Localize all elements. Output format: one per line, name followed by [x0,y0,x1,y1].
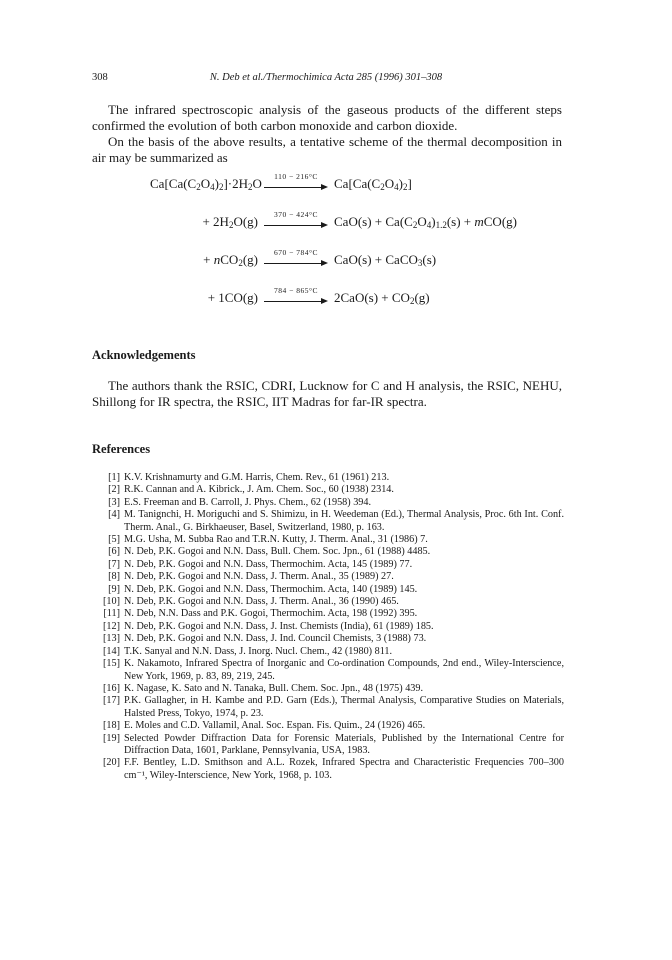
page-number: 308 [92,72,108,83]
reference-text: P.K. Gallagher, in H. Kambe and P.D. Garn (Eds.), Thermal Analysis, Comparative Studies on Materials, Halsted Press, Tokyo, 1974, p. 23. [124,695,564,719]
step-3-arrow [264,248,328,270]
reference-item [92,571,564,583]
acknowledgements-text: The authors thank the RSIC, CDRI, Lucknow for C and H analysis, the RSIC, NEHU, Shillong for IR spectra, the RSIC, IIT Madras for far-IR spectra. [92,378,562,409]
reference-text: N. Deb, P.K. Gogoi and N.N. Dass, J. Inst. Chemists (India), 61 (1989) 185. [124,620,434,632]
body-paragraph-1: The infrared spectroscopic analysis of the gaseous products of the different steps confirmed the evolution of both carbon monoxide and carbon dioxide. [92,102,562,133]
step-1-product: $Ca[Ca(C_2O_4)_2]$ [334,176,412,192]
reference-item [92,720,564,732]
scheme-step-2 [0,210,672,232]
reference-item [92,509,564,534]
running-title: N. Deb et al./Thermochimica Acta 285 (1996) 301–308 [209,72,443,83]
step-4-temperature: 784 − 865°C [274,286,318,295]
reference-text: F.F. Bentley, L.D. Smithson and A.L. Rozek, Infrared Spectra and Characteristic Frequencies 700–300 cm⁻¹, Wiley-Interscience, New York, 1968, p. 103. [124,757,564,781]
reference-number: [2] [108,484,120,496]
scheme-step-4 [0,286,672,308]
reference-item [92,608,564,620]
reference-item [92,633,564,645]
reference-number: [5] [108,534,120,546]
reference-text: M.G. Usha, M. Subba Rao and T.R.N. Kutty, J. Therm. Anal., 31 (1986) 7. [124,534,428,546]
reference-number: [13] [103,633,120,645]
reference-text: N. Deb, P.K. Gogoi and N.N. Dass, J. Ind. Council Chemists, 3 (1988) 73. [124,633,427,645]
reference-text: N. Deb, P.K. Gogoi and N.N. Dass, J. Therm. Anal., 35 (1989) 27. [124,571,394,583]
reference-item [92,546,564,558]
reference-text: Selected Powder Diffraction Data for Forensic Materials, Published by the International Centre for Diffraction Data, 1601, Parklane, Pennsylvania, USA, 1983. [124,732,564,756]
reference-item [92,646,564,658]
reference-number: [12] [103,620,120,632]
reference-number: [3] [108,496,120,508]
reference-item [92,534,564,546]
step-1-temperature: 110 − 216°C [274,172,318,181]
reference-item [92,757,564,782]
step-1-arrow [264,172,328,194]
step-3-product: CaO(s) + CaCO$_3$(s) [334,252,437,268]
reference-item [92,733,564,758]
reference-number: [18] [103,720,120,732]
reference-number: [16] [103,682,120,694]
step-2-temperature: 370 − 424°C [274,210,318,219]
reference-item [92,658,564,683]
reference-number: [9] [108,583,120,595]
reference-item [92,484,564,496]
reference-number: [4] [108,509,120,521]
step-2-product: $CaO(s) + Ca(C_2O_4)_{1.2}(s) + mCO(g)$ [334,214,517,230]
step-4-lhs: + 1CO(g) [207,290,258,305]
reference-item [92,497,564,509]
step-4-product: $2CaO(s) + CO_2(g)$ [334,290,430,306]
step-2-lhs: + $2H_2O(g)$ [202,214,258,230]
step-3-temperature: 670 − 784°C [274,248,318,257]
reference-number: [15] [103,658,120,670]
reference-item [92,695,564,720]
reference-number: [20] [103,757,120,769]
reference-item [92,596,564,608]
reference-text: M. Tanignchi, H. Moriguchi and S. Shimizu, in H. Weedeman (Ed.), Thermal Analysis, Proc. 6th Int. Conf. Therm. Anal., G. Birkhaeuser, Basel, Switzerland, 1980, p. 163. [124,509,564,533]
reference-text: N. Deb, P.K. Gogoi and N.N. Dass, J. Therm. Anal., 36 (1990) 465. [124,596,399,608]
reference-text: N. Deb, P.K. Gogoi and N.N. Dass, Thermochim. Acta, 140 (1989) 145. [124,583,418,595]
step-1-reactant: $Ca[Ca(C_2O_4)_2]\cdot 2H_2O$ [150,176,262,192]
reference-number: [7] [108,558,120,570]
step-2-arrow [264,210,328,232]
reference-number: [1] [108,472,120,483]
reference-item [92,559,564,571]
reference-number: [10] [103,596,120,608]
reference-text: R.K. Cannan and A. Kibrick., J. Am. Chem. Soc., 60 (1938) 2314. [124,484,394,496]
references-heading: References [92,442,151,456]
step-4-arrow [264,286,328,308]
reference-number: [6] [108,546,120,558]
reference-text: E.S. Freeman and B. Carroll, J. Phys. Chem., 62 (1958) 394. [124,496,372,508]
reference-number: [17] [103,695,120,707]
reference-item [92,584,564,596]
reference-item [92,472,564,484]
acknowledgements-heading: Acknowledgements [92,348,196,362]
reference-number: [19] [103,732,120,744]
scheme-step-1 [0,172,672,194]
reference-text: K. Nakamoto, Infrared Spectra of Inorganic and Co-ordination Compounds, 2nd end., Wiley-Interscience, New York, 1969, p. 83, 89, 219, 245. [124,658,564,682]
reference-text: T.K. Sanyal and N.N. Dass, J. Inorg. Nucl. Chem., 42 (1980) 811. [124,645,393,657]
reference-item [92,621,564,633]
reference-text: N. Deb, P.K. Gogoi and N.N. Dass, Thermochim. Acta, 145 (1989) 77. [124,558,413,570]
body-paragraph-2: On the basis of the above results, a tentative scheme of the thermal decomposition in air may be summarized as [92,134,562,165]
reference-text: N. Deb, P.K. Gogoi and N.N. Dass, Bull. Chem. Soc. Jpn., 61 (1988) 4485. [124,546,431,558]
reference-item [92,683,564,695]
scheme-step-3 [0,248,672,270]
reference-text: K. Nagase, K. Sato and N. Tanaka, Bull. Chem. Soc. Jpn., 48 (1975) 439. [124,682,424,694]
reference-number: [8] [108,571,120,583]
reference-text: K.V. Krishnamurty and G.M. Harris, Chem. Rev., 61 (1961) 213. [124,472,390,483]
reference-text: E. Moles and C.D. Vallamil, Anal. Soc. Espan. Fis. Quim., 24 (1926) 465. [124,720,426,732]
reference-text: N. Deb, N.N. Dass and P.K. Gogoi, Thermochim. Acta, 198 (1992) 395. [124,608,418,620]
reference-number: [14] [103,645,120,657]
references-list [92,472,564,782]
step-3-lhs: + nCO$_2$(g) [203,252,258,268]
reference-number: [11] [103,608,120,620]
running-header [92,72,560,86]
